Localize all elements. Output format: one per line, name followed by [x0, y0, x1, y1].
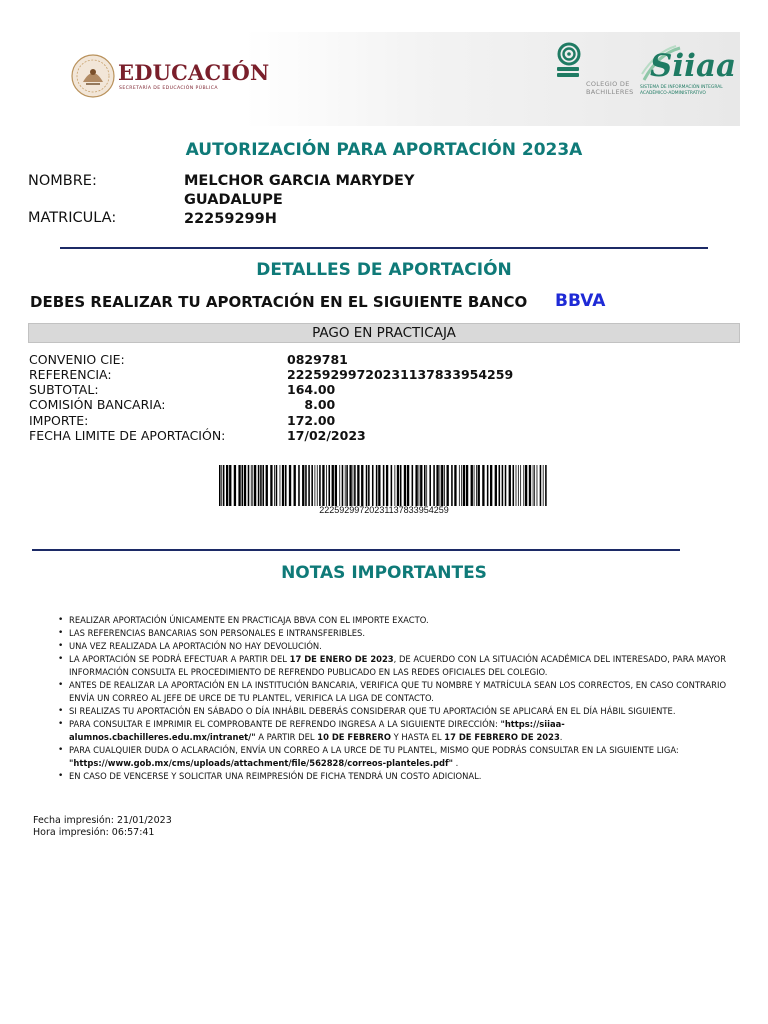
note-text: ANTES DE REALIZAR LA APORTACIÓN EN LA INSTITUCIÓN BANCARIA, VERIFICA QUE TU NOMBRE Y MATRÍCULA SEAN LOS CORRECTOS, EN CASO CONTRARIO ENVÍA UN CORREO AL JEFE DE URCE DE TU PLANTEL, VERIFICA LA LIGA DE CONTACTO. — [69, 680, 727, 703]
cb-text-line-1: COLEGIO DE — [586, 80, 630, 88]
barcode-bar — [502, 465, 504, 506]
detail-label: IMPORTE: — [29, 413, 89, 428]
barcode-bar — [505, 465, 507, 506]
note-item — [56, 640, 746, 653]
barcode-bar — [276, 465, 278, 506]
siiaa-sub-line-1: SISTEMA DE INFORMACIÓN INTEGRAL — [640, 85, 723, 90]
note-text: EN CASO DE VENCERSE Y SOLICITAR UNA REIMPRESIÓN DE FICHA TENDRÁ UN COSTO ADICIONAL. — [69, 771, 482, 781]
note-item — [56, 614, 746, 627]
note-text: UNA VEZ REALIZADA LA APORTACIÓN NO HAY DEVOLUCIÓN. — [69, 641, 322, 651]
barcode-bar — [289, 465, 291, 506]
colegio-bachilleres-logo-icon — [552, 42, 586, 90]
barcode-bar — [260, 465, 262, 506]
barcode-bar — [407, 465, 409, 506]
detail-value: 17/02/2023 — [287, 428, 366, 443]
detail-value: 22259299720231137833954259 — [287, 367, 514, 382]
barcode-bar — [308, 465, 310, 506]
note-text: SI REALIZAS TU APORTACIÓN EN SÁBADO O DÍA INHÁBIL DEBERÁS CONSIDERAR QUE TU APORTACIÓN SE APLICARÁ EN EL DÍA HÁBIL SIGUIENTE. — [69, 706, 676, 716]
barcode-bar — [254, 465, 256, 506]
barcode-bar — [315, 465, 316, 506]
barcode-bar — [270, 465, 272, 506]
barcode-bar — [244, 465, 246, 506]
barcode-bar — [298, 465, 300, 506]
barcode-bar — [525, 465, 527, 506]
note-link[interactable]: "https://www.gob.mx/cms/uploads/attachment/file/562828/correos-planteles.pdf" — [69, 758, 454, 768]
siiaa-subtitle — [640, 85, 723, 96]
barcode-bar — [543, 465, 544, 506]
barcode-bar — [433, 465, 435, 506]
barcode-bar — [349, 465, 351, 506]
note-date: 17 DE FEBRERO DE 2023 — [444, 732, 560, 742]
note-text: PARA CONSULTAR E IMPRIMIR EL COMPROBANTE DE REFRENDO INGRESA A LA SIGUIENTE DIRECCIÓN: — [69, 719, 501, 729]
barcode-bar — [534, 465, 535, 506]
barcode-bar — [429, 465, 431, 506]
barcode-bar — [391, 465, 393, 506]
mexico-coat-of-arms-icon — [68, 52, 118, 100]
barcode-bar — [346, 465, 348, 506]
matricula-value: 22259299H — [184, 211, 277, 227]
barcode-bar — [476, 465, 477, 506]
barcode-bar — [461, 465, 462, 506]
barcode-bar — [436, 465, 438, 506]
colegio-bachilleres-text — [586, 80, 634, 96]
note-text: Y HASTA EL — [390, 732, 445, 742]
siiaa-sub-line-2: ACADÉMICO-ADMINISTRATIVO — [640, 90, 706, 96]
name-value: MELCHOR GARCIA MARYDEY GUADALUPE — [184, 173, 415, 208]
detail-label: CONVENIO CIE: — [29, 352, 125, 367]
note-item — [56, 744, 746, 770]
detail-value: 8.00 — [287, 397, 336, 412]
barcode-bar — [335, 465, 337, 506]
detail-label: REFERENCIA: — [29, 367, 112, 382]
notes-list — [56, 614, 746, 783]
note-item — [56, 770, 746, 783]
barcode-bar — [518, 465, 519, 506]
barcode-bar — [394, 465, 395, 506]
barcode-bar — [537, 465, 538, 506]
barcode-bar — [219, 465, 221, 506]
barcode-bar — [376, 465, 378, 506]
note-date: 10 DE FEBRERO — [317, 732, 391, 742]
divider-top — [60, 247, 708, 249]
barcode-bar — [229, 465, 231, 506]
barcode-bar — [471, 465, 473, 506]
barcode-bar — [342, 465, 344, 506]
barcode-bar — [319, 465, 321, 506]
barcode-bar — [302, 465, 304, 506]
divider-bottom — [32, 549, 680, 551]
note-text: REALIZAR APORTACIÓN ÚNICAMENTE EN PRACTICAJA BBVA CON EL IMPORTE EXACTO. — [69, 615, 429, 625]
barcode-bar — [386, 465, 388, 506]
name-label: NOMBRE: — [28, 173, 97, 189]
barcode-bar — [523, 465, 524, 506]
note-text: , DE ACUERDO CON LA SITUACIÓN ACADÉMICA DEL INTERESADO, PARA MAYOR INFORMACIÓN CONSULTA EL PROCEDIMIENTO DE REFRENDO PUBLICADO EN LAS REDES OFICIALES DEL COLEGIO. — [69, 654, 727, 677]
note-item — [56, 679, 746, 705]
barcode-bar — [404, 465, 406, 506]
barcode-bar — [305, 465, 307, 506]
barcode-bar — [282, 465, 284, 506]
barcode-bar — [223, 465, 225, 506]
barcode-bar — [426, 465, 427, 506]
barcode-bar — [378, 465, 380, 506]
detail-value: 172.00 — [287, 413, 336, 428]
barcode-bar — [383, 465, 385, 506]
barcode-bar — [221, 465, 222, 506]
barcode-bar — [354, 465, 356, 506]
barcode-bar — [495, 465, 497, 506]
barcode-bar — [400, 465, 402, 506]
barcode-number: 22259299720231137833954259 — [319, 505, 449, 515]
note-item — [56, 718, 746, 744]
matricula-label: MATRICULA: — [28, 210, 117, 226]
bank-instruction: DEBES REALIZAR TU APORTACIÓN EN EL SIGUIENTE BANCO — [30, 293, 528, 311]
detail-value: 0829781 — [287, 352, 348, 367]
barcode-bar — [317, 465, 318, 506]
barcode-bar — [516, 465, 517, 506]
barcode-bar — [266, 465, 268, 506]
barcode-bar — [474, 465, 475, 506]
barcode-bar — [345, 465, 346, 506]
notes-title: NOTAS IMPORTANTES — [281, 563, 487, 583]
barcode-bar — [440, 465, 441, 506]
barcode-bar — [540, 465, 542, 506]
details-title: DETALLES DE APORTACIÓN — [256, 260, 512, 280]
barcode-bar — [529, 465, 531, 506]
barcode-bar — [533, 465, 534, 506]
barcode-bar — [459, 465, 460, 506]
note-item — [56, 627, 746, 640]
barcode-bar — [234, 465, 236, 506]
barcode-bar — [322, 465, 324, 506]
note-item — [56, 653, 746, 679]
barcode-bar — [274, 465, 275, 506]
detail-value: 164.00 — [287, 382, 336, 397]
barcode-bar — [357, 465, 359, 506]
detail-label: SUBTOTAL: — [29, 382, 99, 397]
note-text: LAS REFERENCIAS BANCARIAS SON PERSONALES E INTRANSFERIBLES. — [69, 628, 366, 638]
note-text: PARA CUALQUIER DUDA O ACLARACIÓN, ENVÍA UN CORREO A LA URCE DE TU PLANTEL, MISMO QUE PODRÁS CONSULTAR EN LA SIGUIENTE LIGA: — [69, 745, 679, 755]
note-link[interactable]: "https://siiaa-alumnos.cbachilleres.edu.mx/intranet/" — [69, 719, 565, 742]
barcode-bar — [499, 465, 501, 506]
barcode-bar — [252, 465, 253, 506]
barcode-bar — [248, 465, 250, 506]
payment-barcode — [219, 465, 549, 506]
barcode-bar — [328, 465, 330, 506]
barcode-bar — [285, 465, 287, 506]
sep-subtitle: SECRETARÍA DE EDUCACIÓN PÚBLICA — [119, 86, 218, 91]
note-text: . — [559, 732, 563, 742]
barcode-bar — [353, 465, 354, 506]
barcode-bar — [326, 465, 327, 506]
barcode-bar — [238, 465, 240, 506]
barcode-bar — [444, 465, 445, 506]
barcode-bar — [447, 465, 449, 506]
barcode-bar — [368, 465, 370, 506]
sep-wordmark: EDUCACIÓN — [118, 60, 270, 85]
barcode-bar — [397, 465, 399, 506]
barcode-bar — [463, 465, 465, 506]
detail-label: FECHA LIMITE DE APORTACIÓN: — [29, 428, 226, 443]
note-text: A PARTIR DEL — [255, 732, 318, 742]
barcode-bar — [332, 465, 334, 506]
barcode-bar — [262, 465, 264, 506]
note-date: 17 DE ENERO DE 2023 — [289, 654, 394, 664]
barcode-bar — [339, 465, 340, 506]
barcode-bar — [520, 465, 521, 506]
barcode-bar — [545, 465, 547, 506]
barcode-bar — [280, 465, 281, 506]
barcode-bar — [482, 465, 484, 506]
barcode-bar — [366, 465, 368, 506]
barcode-bar — [466, 465, 468, 506]
print-date: Fecha impresión: 21/01/2023 — [33, 815, 172, 826]
barcode-bar — [226, 465, 228, 506]
detail-label: COMISIÓN BANCARIA: — [29, 397, 166, 412]
note-text: . — [453, 758, 459, 768]
barcode-bar — [454, 465, 456, 506]
print-time: Hora impresión: 06:57:41 — [33, 827, 155, 838]
barcode-bar — [419, 465, 420, 506]
barcode-bar — [441, 465, 443, 506]
barcode-bar — [487, 465, 489, 506]
page-title: AUTORIZACIÓN PARA APORTACIÓN 2023A — [185, 140, 583, 160]
barcode-bar — [294, 465, 296, 506]
barcode-bar — [361, 465, 363, 506]
barcode-bar — [451, 465, 453, 506]
barcode-bar — [258, 465, 260, 506]
payment-method-bar: PAGO EN PRACTICAJA — [28, 323, 740, 343]
barcode-bar — [251, 465, 252, 506]
barcode-bar — [490, 465, 492, 506]
siiaa-wordmark: Siiaa — [650, 48, 737, 84]
barcode-bar — [424, 465, 426, 506]
note-text: LA APORTACIÓN SE PODRÁ EFECTUAR A PARTIR DEL — [69, 654, 290, 664]
barcode-bar — [415, 465, 417, 506]
barcode-bar — [242, 465, 244, 506]
barcode-bar — [372, 465, 374, 506]
note-item — [56, 705, 746, 718]
bank-name: BBVA — [555, 291, 606, 311]
barcode-bar — [509, 465, 511, 506]
cb-text-line-2: BACHILLERES — [586, 88, 634, 96]
barcode-bar — [412, 465, 414, 506]
barcode-bar — [420, 465, 422, 506]
barcode-bar — [311, 465, 313, 506]
barcode-bar — [478, 465, 480, 506]
barcode-bar — [513, 465, 515, 506]
